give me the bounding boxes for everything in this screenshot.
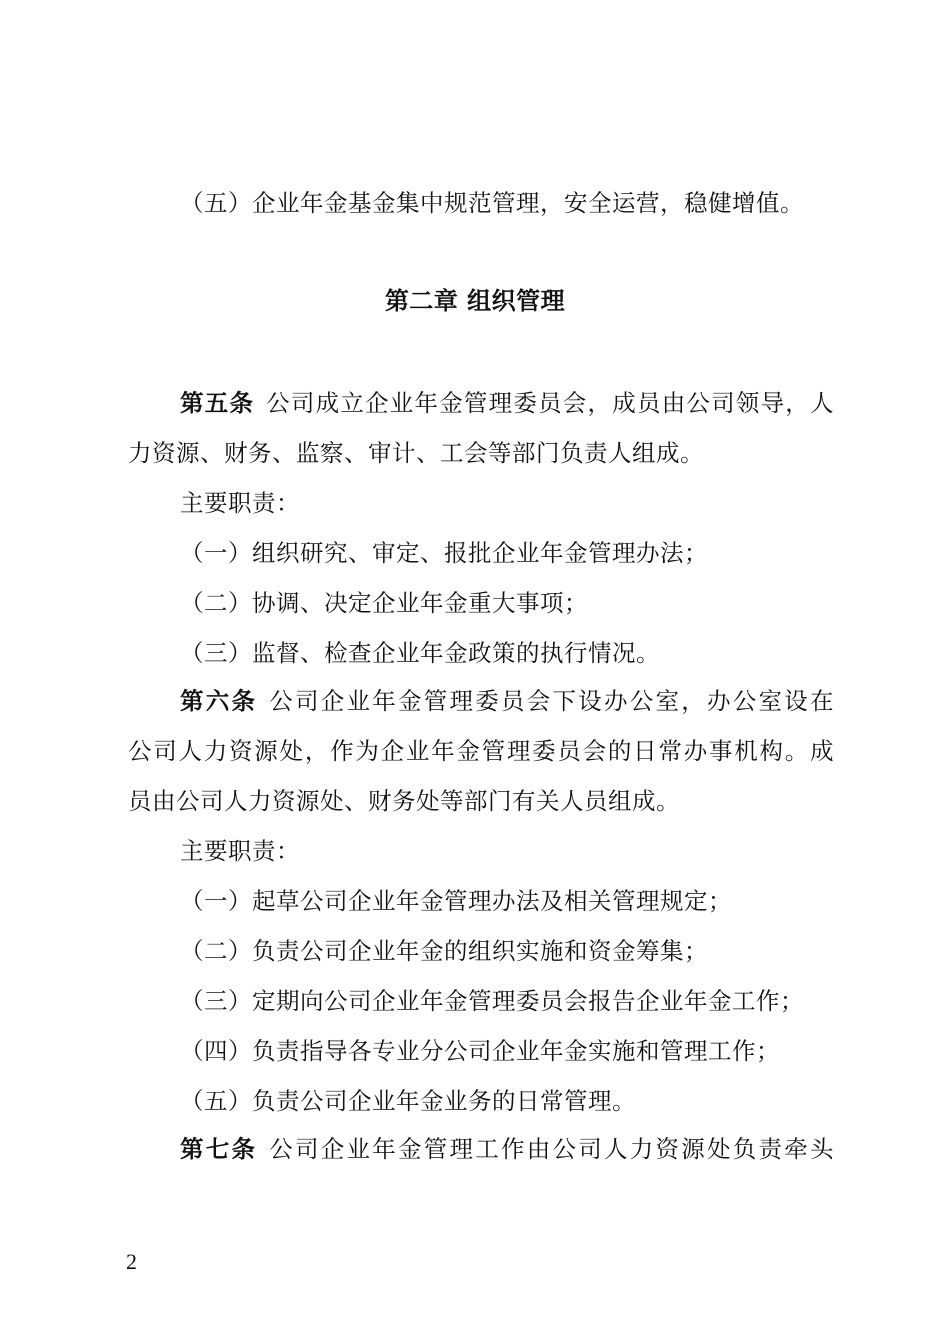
article-5-line-1 [180,388,834,418]
article-6-duty-3: （三）定期向公司企业年金管理委员会报告企业年金工作； [180,987,804,1015]
article-6-duty-1: （一）起草公司企业年金管理办法及相关管理规定； [180,887,732,915]
article-6-line-3: 员由公司人力资源处、财务处等部门有关人员组成。 [128,787,680,815]
chapter-heading: 第二章 组织管理 [384,286,566,315]
article-6-duty-4: （四）负责指导各专业分公司企业年金实施和管理工作； [180,1037,780,1065]
paragraph-principle-5: （五）企业年金基金集中规范管理，安全运营，稳健增值。 [180,189,804,217]
article-6-text-1: 公司企业年金管理委员会下设办公室，办公室设在 [269,687,834,715]
article-5-duty-3: （三）监督、检查企业年金政策的执行情况。 [180,639,660,667]
article-7-line-1 [180,1134,834,1164]
article-6-line-2: 公司人力资源处，作为企业年金管理委员会的日常办事机构。成 [128,737,834,765]
article-5-text-1: 公司成立企业年金管理委员会，成员由公司领导，人 [266,389,835,417]
page-number: 2 [126,1249,137,1274]
article-5-duty-2: （二）协调、决定企业年金重大事项； [180,589,588,617]
article-7-label: 第七条 [180,1135,258,1163]
article-6-duty-5: （五）负责公司企业年金业务的日常管理。 [180,1087,636,1115]
article-7-text-1: 公司企业年金管理工作由公司人力资源处负责牵头 [269,1135,834,1163]
article-6-line-1 [180,686,834,716]
article-6-label: 第六条 [180,687,258,715]
article-6-duty-2: （二）负责公司企业年金的组织实施和资金筹集； [180,937,708,965]
article-5-line-2: 力资源、财务、监察、审计、工会等部门负责人组成。 [128,439,704,467]
article-5-duty-1: （一）组织研究、审定、报批企业年金管理办法； [180,539,708,567]
article-5-label: 第五条 [180,389,255,417]
article-5-duties-label: 主要职责： [180,489,300,517]
article-6-duties-label: 主要职责： [180,837,300,865]
